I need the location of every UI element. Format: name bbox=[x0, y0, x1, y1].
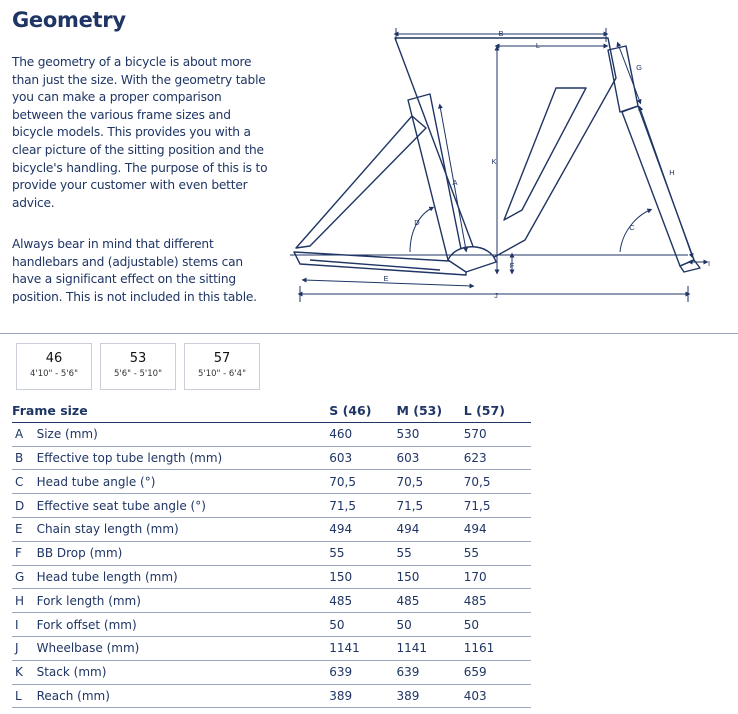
table-row bbox=[12, 541, 531, 565]
value-m: 389 bbox=[396, 684, 463, 708]
value-l: 485 bbox=[464, 589, 531, 613]
value-s: 603 bbox=[329, 446, 396, 470]
row-letter: C bbox=[12, 470, 37, 494]
label-h: H bbox=[669, 168, 675, 177]
table-header-row bbox=[12, 399, 531, 422]
row-label: Chain stay length (mm) bbox=[37, 517, 330, 541]
table-row bbox=[12, 589, 531, 613]
value-l: 403 bbox=[464, 684, 531, 708]
row-label: Effective top tube length (mm) bbox=[37, 446, 330, 470]
value-s: 494 bbox=[329, 517, 396, 541]
label-d: D bbox=[414, 218, 420, 227]
header-size-s: S (46) bbox=[329, 399, 396, 422]
value-m: 1141 bbox=[396, 636, 463, 660]
value-l: 623 bbox=[464, 446, 531, 470]
table-row bbox=[12, 422, 531, 446]
row-label: Stack (mm) bbox=[37, 660, 330, 684]
value-l: 659 bbox=[464, 660, 531, 684]
label-g: G bbox=[636, 63, 642, 72]
section-divider bbox=[0, 333, 738, 334]
value-l: 170 bbox=[464, 565, 531, 589]
header-size-l: L (57) bbox=[464, 399, 531, 422]
row-label: Fork length (mm) bbox=[37, 589, 330, 613]
value-m: 494 bbox=[396, 517, 463, 541]
value-m: 485 bbox=[396, 589, 463, 613]
row-label: Head tube angle (°) bbox=[37, 470, 330, 494]
label-i: I bbox=[707, 259, 711, 268]
table-row bbox=[12, 494, 531, 518]
row-letter: A bbox=[12, 422, 37, 446]
value-m: 639 bbox=[396, 660, 463, 684]
value-l: 70,5 bbox=[464, 470, 531, 494]
row-letter: L bbox=[12, 684, 37, 708]
value-l: 71,5 bbox=[464, 494, 531, 518]
size-option-57[interactable] bbox=[184, 343, 260, 390]
table-row bbox=[12, 636, 531, 660]
label-c: C bbox=[629, 223, 635, 232]
table-row bbox=[12, 660, 531, 684]
row-letter: K bbox=[12, 660, 37, 684]
value-m: 55 bbox=[396, 541, 463, 565]
table-row bbox=[12, 684, 531, 708]
row-letter: B bbox=[12, 446, 37, 470]
size-height-range: 4'10" - 5'6" bbox=[29, 369, 78, 379]
value-s: 150 bbox=[329, 565, 396, 589]
size-option-46[interactable] bbox=[16, 343, 92, 390]
value-s: 71,5 bbox=[329, 494, 396, 518]
value-l: 50 bbox=[464, 613, 531, 637]
size-value: 46 bbox=[45, 351, 63, 366]
table-row bbox=[12, 517, 531, 541]
value-l: 570 bbox=[464, 422, 531, 446]
row-label: Fork offset (mm) bbox=[37, 613, 330, 637]
fork bbox=[622, 106, 694, 266]
down-tube bbox=[395, 38, 616, 265]
row-label: BB Drop (mm) bbox=[37, 541, 330, 565]
row-label: Head tube length (mm) bbox=[37, 565, 330, 589]
value-s: 389 bbox=[329, 684, 396, 708]
label-k: K bbox=[491, 157, 497, 166]
table-row bbox=[12, 613, 531, 637]
value-l: 494 bbox=[464, 517, 531, 541]
seat-stay bbox=[296, 116, 426, 248]
value-m: 150 bbox=[396, 565, 463, 589]
header-frame-size: Frame size bbox=[12, 399, 329, 422]
value-s: 639 bbox=[329, 660, 396, 684]
value-s: 70,5 bbox=[329, 470, 396, 494]
value-m: 70,5 bbox=[396, 470, 463, 494]
value-m: 71,5 bbox=[396, 494, 463, 518]
table-row bbox=[12, 565, 531, 589]
row-label: Reach (mm) bbox=[37, 684, 330, 708]
size-value: 57 bbox=[213, 351, 231, 366]
row-label: Size (mm) bbox=[37, 422, 330, 446]
value-s: 55 bbox=[329, 541, 396, 565]
value-s: 485 bbox=[329, 589, 396, 613]
row-letter: H bbox=[12, 589, 37, 613]
value-m: 50 bbox=[396, 613, 463, 637]
size-value: 53 bbox=[129, 351, 147, 366]
header-size-m: M (53) bbox=[396, 399, 463, 422]
label-e: E bbox=[383, 274, 389, 283]
size-selector bbox=[16, 343, 260, 390]
label-a: A bbox=[452, 178, 458, 187]
value-s: 50 bbox=[329, 613, 396, 637]
value-m: 530 bbox=[396, 422, 463, 446]
value-s: 460 bbox=[329, 422, 396, 446]
row-letter: J bbox=[12, 636, 37, 660]
row-letter: F bbox=[12, 541, 37, 565]
table-row bbox=[12, 446, 531, 470]
label-b: B bbox=[498, 29, 504, 38]
row-label: Wheelbase (mm) bbox=[37, 636, 330, 660]
table-row bbox=[12, 470, 531, 494]
value-s: 1141 bbox=[329, 636, 396, 660]
row-letter: D bbox=[12, 494, 37, 518]
row-letter: G bbox=[12, 565, 37, 589]
label-j: J bbox=[494, 291, 498, 300]
size-height-range: 5'10" - 6'4" bbox=[197, 369, 246, 379]
geometry-table bbox=[12, 399, 531, 708]
page-title: Geometry bbox=[12, 8, 126, 32]
value-l: 1161 bbox=[464, 636, 531, 660]
row-letter: E bbox=[12, 517, 37, 541]
row-letter: I bbox=[12, 613, 37, 637]
size-option-53[interactable] bbox=[100, 343, 176, 390]
value-m: 603 bbox=[396, 446, 463, 470]
size-height-range: 5'6" - 5'10" bbox=[113, 369, 162, 379]
intro-paragraph: The geometry of a bicycle is about more than just the size. With the geometry table you can make a proper comparison between the various frame sizes and bicycle models. This provides you with a clear picture of the sitting position and the bicycle's handling. The purpose of this is to provide your customer with even better advice. bbox=[12, 55, 268, 210]
note-paragraph: Always bear in mind that different handlebars and (adjustable) stems can have a significant effect on the sitting position. This is not included in this table. bbox=[12, 237, 257, 304]
frame-geometry-diagram bbox=[290, 10, 730, 310]
row-label: Effective seat tube angle (°) bbox=[37, 494, 330, 518]
value-l: 55 bbox=[464, 541, 531, 565]
label-f: F bbox=[509, 261, 515, 270]
label-l: L bbox=[535, 41, 541, 50]
